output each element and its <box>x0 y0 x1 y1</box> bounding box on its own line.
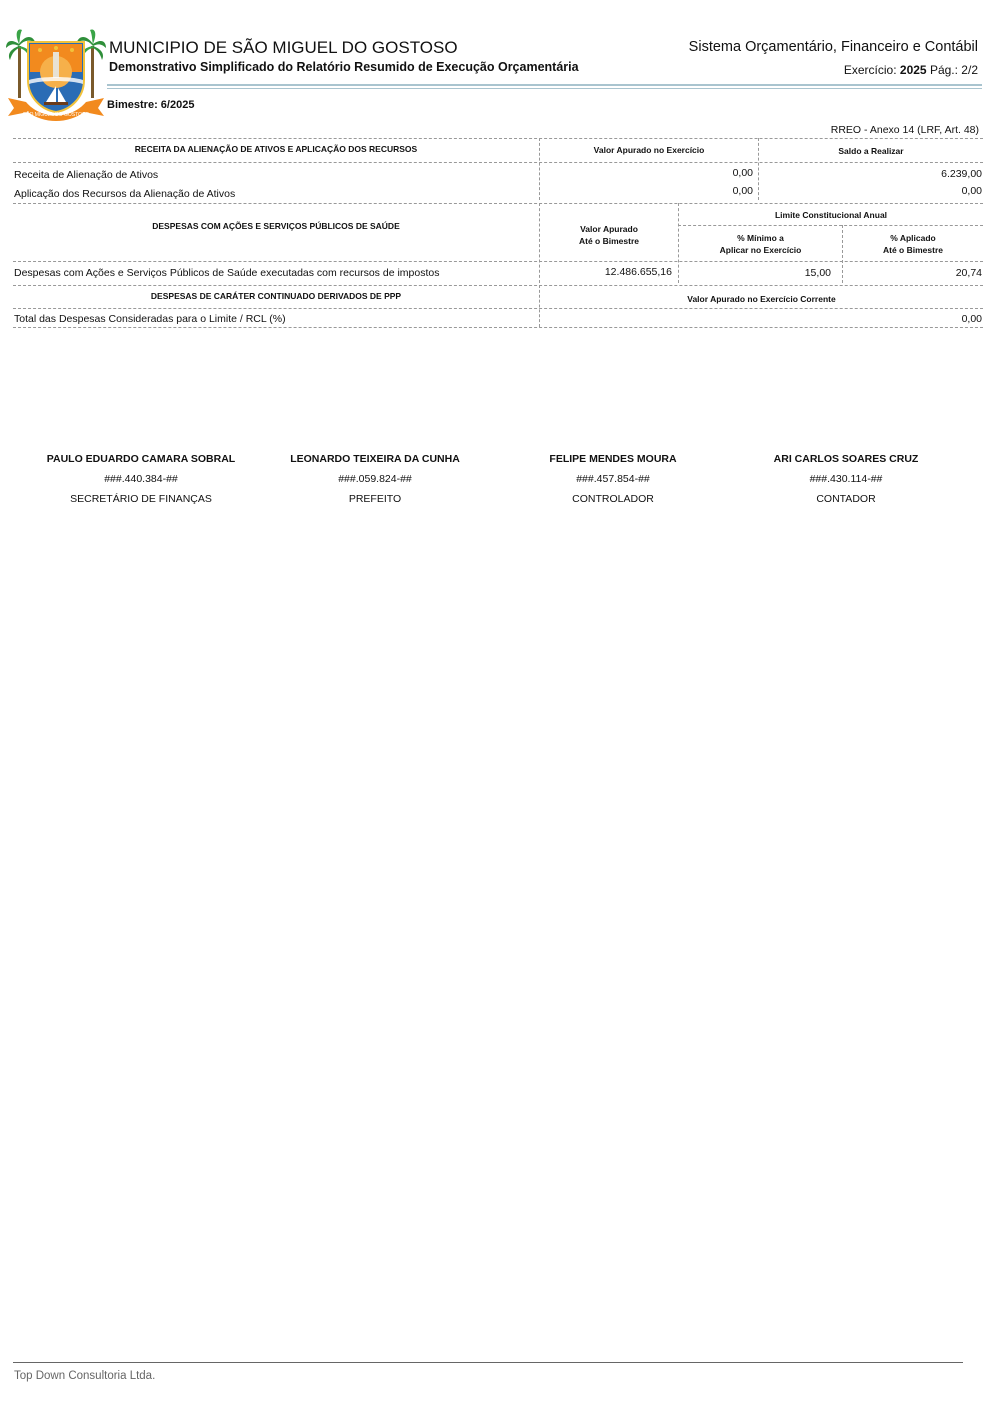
section2-valor-header-line2: Até o Bimestre <box>579 236 639 246</box>
section2-aplicado-header-line2: Até o Bimestre <box>883 245 943 255</box>
signature-name: FELIPE MENDES MOURA <box>549 453 677 465</box>
bimestre-label: Bimestre: 6/2025 <box>107 99 195 111</box>
signature-block-secretary <box>31 452 251 512</box>
section1-header-bottom <box>13 162 983 163</box>
signature-name: PAULO EDUARDO CAMARA SOBRAL <box>46 453 236 465</box>
section2-minimo-header-line2: Aplicar no Exercício <box>719 245 802 255</box>
section3-header-bottom <box>13 308 983 309</box>
signature-role: PREFEITO <box>348 493 402 505</box>
section3-valor-header: Valor Apurado no Exercício Corrente <box>687 294 836 304</box>
section2-valor-header-line1: Valor Apurado <box>580 224 638 234</box>
footer-divider <box>13 1362 963 1363</box>
signature-block-controller <box>503 452 723 512</box>
row-receita-label: Receita de Alienação de Ativos <box>14 169 159 181</box>
table-bottom-border <box>13 327 983 328</box>
section2-limit-underline <box>678 225 983 226</box>
signature-block-accountant <box>736 452 956 512</box>
signature-role: SECRETÁRIO DE FINANÇAS <box>70 493 212 505</box>
table-top-border <box>13 138 983 139</box>
section2-minimo-header <box>679 232 842 256</box>
row-ppp-valor: 0,00 <box>961 313 982 325</box>
signature-document: ###.440.384-## <box>104 473 178 485</box>
section2-top-border <box>13 203 983 204</box>
annex-reference: RREO - Anexo 14 (LRF, Art. 48) <box>830 124 979 136</box>
section2-limite-header: Limite Constitucional Anual <box>774 210 888 220</box>
ribbon-text: SÃO MIGUEL DO GOSTOSO <box>22 112 90 118</box>
shield-icon <box>28 42 84 112</box>
report-subtitle: Demonstrativo Simplificado do Relatório Resumido de Execução Orçamentária <box>109 60 579 74</box>
section3-top-border <box>13 285 983 286</box>
section2-minimo-header-line1: % Mínimo a <box>737 233 784 243</box>
municipality-title: MUNICIPIO DE SÃO MIGUEL DO GOSTOSO <box>109 38 458 57</box>
signature-name: LEONARDO TEIXEIRA DA CUNHA <box>290 453 460 465</box>
row-receita-saldo: 6.239,00 <box>941 168 982 180</box>
row-saude-aplicado: 20,74 <box>955 267 982 279</box>
system-name: Sistema Orçamentário, Financeiro e Contábil <box>688 39 978 55</box>
signature-role: CONTADOR <box>816 493 876 505</box>
row-aplicacao-label: Aplicação dos Recursos da Alienação de Ativos <box>14 188 236 200</box>
row-aplicacao-saldo: 0,00 <box>961 185 982 197</box>
exercise-info <box>844 63 978 77</box>
row-saude-label: Despesas com Ações e Serviços Públicos de Saúde executadas com recursos de impostos <box>14 267 440 279</box>
section2-aplicado-header <box>843 232 983 256</box>
exercise-year: 2025 <box>899 63 927 77</box>
municipal-coat-of-arms <box>6 28 106 123</box>
row-receita-valor: 0,00 <box>732 167 753 179</box>
header-divider-thin <box>107 88 982 89</box>
section3-title-header: DESPESAS DE CARÁTER CONTINUADO DERIVADOS DE PPP <box>150 291 402 301</box>
section2-valor-header <box>540 223 678 247</box>
footer-company: Top Down Consultoria Ltda. <box>14 1370 156 1382</box>
row-aplicacao-valor: 0,00 <box>732 185 753 197</box>
row-ppp-label: Total das Despesas Consideradas para o Limite / RCL (%) <box>14 313 286 325</box>
signature-name: ARI CARLOS SOARES CRUZ <box>773 453 919 465</box>
section1-valor-header: Valor Apurado no Exercício <box>593 145 705 155</box>
section2-title-header: DESPESAS COM AÇÕES E SERVIÇOS PÚBLICOS DE SAÚDE <box>152 221 400 231</box>
signature-role: CONTROLADOR <box>572 493 654 505</box>
exercise-label: Exercício: <box>843 63 897 77</box>
page-number: Pág.: 2/2 <box>929 63 978 77</box>
signature-document: ###.059.824-## <box>338 473 412 485</box>
row-saude-valor: 12.486.655,16 <box>604 266 672 278</box>
section1-saldo-header: Saldo a Realizar <box>838 146 904 156</box>
signature-block-mayor <box>265 452 485 512</box>
section2-aplicado-header-line1: % Aplicado <box>890 233 936 243</box>
signature-document: ###.457.854-## <box>576 473 650 485</box>
row-saude-minimo: 15,00 <box>804 267 831 279</box>
signature-document: ###.430.114-## <box>809 473 883 485</box>
section1-title-header: RECEITA DA ALIENAÇÃO DE ATIVOS E APLICAÇÃO DOS RECURSOS <box>134 144 418 154</box>
section2-header-bottom <box>13 261 983 262</box>
header-divider-thick <box>107 84 982 86</box>
